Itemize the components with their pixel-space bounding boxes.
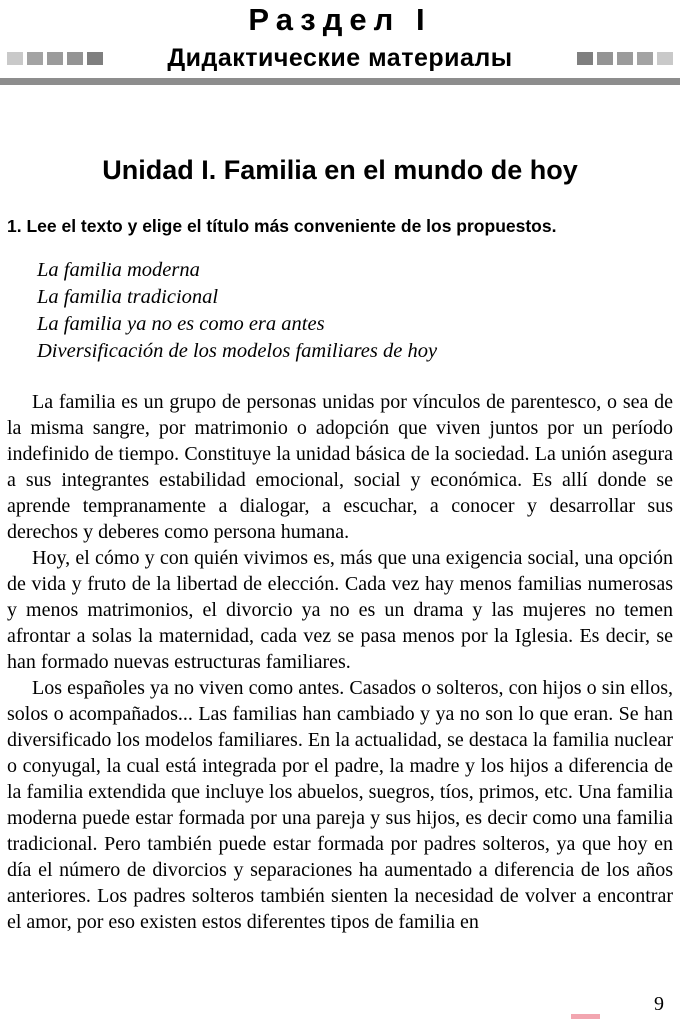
task-heading: 1. Lee el texto y elige el título más conveniente de los propuestos. (7, 216, 557, 236)
decor-square (87, 52, 103, 65)
decor-square (7, 52, 23, 65)
page-header (7, 0, 673, 85)
title-option: La familia moderna (37, 259, 200, 281)
title-options-list (37, 257, 673, 365)
decor-square (657, 52, 673, 65)
decor-square (577, 52, 593, 65)
body-paragraph: Los españoles ya no viven como antes. Casados o solteros, con hijos o sin ellos, solos o acompañados... Las familias han cambiado y ya no son lo que eran. Se han diversificado los modelos familiares. En la actualidad, se destaca la familia nuclear o conyugal, la cual está integrada por el padre, la madre y los hijos a diferencia de la familia extendida que incluye los abuelos, suegros, tíos, primos, etc. Una familia moderna puede estar formada por una pareja y sus hijos, es decir como una familia tradicional. Pero también puede estar formada por padres solteros, ya que hoy en día el número de divorcios y separaciones ha aumentado a diferencia de los años anteriores. Los padres solteros también sienten la necesidad de volver a encontrar el amor, por eso existen estos diferentes tipos de familia en (7, 677, 673, 933)
content (7, 155, 673, 935)
decor-squares-right (577, 52, 673, 65)
title-option: La familia ya no es como era antes (37, 313, 325, 335)
reading-text (7, 389, 673, 935)
page-number: 9 (654, 993, 664, 1015)
title-option: La familia tradicional (37, 286, 219, 308)
section-subtitle: Дидактические материалы (167, 44, 513, 72)
decor-squares-left (7, 52, 103, 65)
footer-pink-mark (571, 1014, 600, 1019)
body-paragraph: La familia es un grupo de personas unidas por vínculos de parentesco, o sea de la misma sangre, por matrimonio o adopción que viven juntos por un período indefinido de tiempo. Constituye la unidad básica de la sociedad. La unión asegura a sus integrantes estabilidad emocional, social y económica. Es allí donde se aprende tempranamente a dialogar, a escuchar, a conocer y desarrollar sus derechos y deberes como persona humana. (7, 391, 673, 543)
unit-title: Unidad I. Familia en el mundo de hoy (102, 155, 578, 185)
decor-square (597, 52, 613, 65)
decor-square (27, 52, 43, 65)
header-rule (0, 78, 680, 85)
title-option: Diversificación de los modelos familiares de hoy (37, 340, 438, 362)
decor-square (47, 52, 63, 65)
decor-square (637, 52, 653, 65)
section-title: Раздел I (248, 2, 432, 37)
decor-square (67, 52, 83, 65)
body-paragraph: Hoy, el cómo y con quién vivimos es, más que una exigencia social, una opción de vida y fruto de la libertad de elección. Cada vez hay menos familias numerosas y menos matrimonios, el divorcio ya no es un drama y las mujeres no temen afrontar a solas la maternidad, cada vez se pasa menos por la Iglesia. Es decir, se han formado nuevas estructuras familiares. (7, 547, 673, 673)
decor-square (617, 52, 633, 65)
subtitle-row (7, 44, 673, 73)
